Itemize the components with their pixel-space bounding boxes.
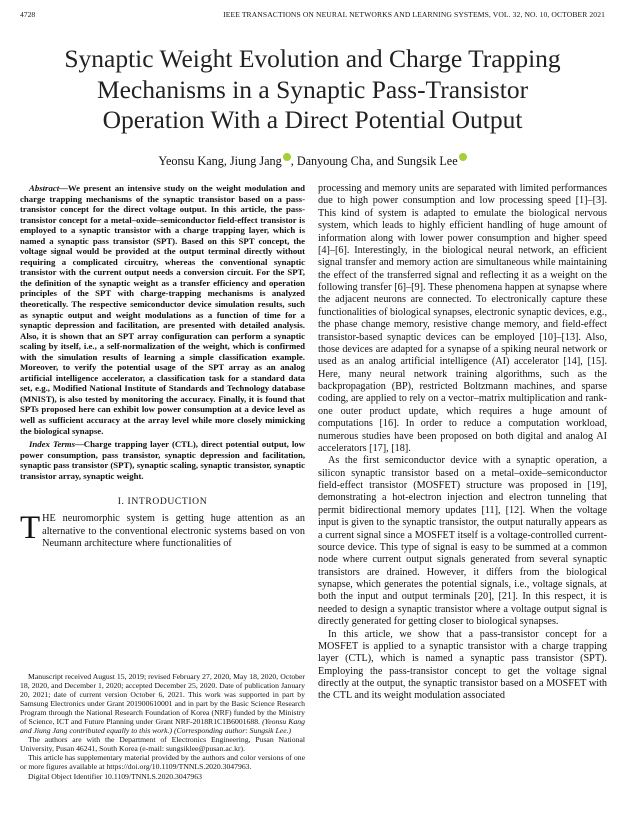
authors-part-2: , Danyoung Cha, and Sungsik Lee [290,154,458,169]
body-paragraph-3: In this article, we show that a pass-transistor concept for a MOSFET is applied to a synaptic transistor with a charge trapping layer (CTL), which is named a synaptic pass transistor (SPT). Employing the pass-transistor concept to get the voltage signal directly at the output, the synaptic transistor based on a MOSFET with the CTL and its weight modulation associated [318,628,607,702]
intro-paragraph [20,510,305,551]
footnote-supplementary: This article has supplementary material provided by the authors and color versions of one or more figures available at https://doi.org/10.1109/TNNLS.2020.3047963. [20,753,305,772]
title-line: Synaptic Weight Evolution and Charge Trapping [64,44,561,73]
paper-title [20,44,605,136]
body-paragraph-1: processing and memory units are separated with limited performances due to high power consumption and low processing speed [1]–[3]. This kind of system is adapted to emulate the biological nervous system, which leads to highly efficient handling of huge amount of information along with lower power consumption and higher speed [4]–[6]. Interestingly, in the biological neural network, an efficient signal transfer and memory action are simultaneous while maintaining the effect of the transferred signal and reflecting it as a weight on the following transfer [6]–[9]. These phenomena happen at synapse where the adjacent neurons are connected. To electronically capture these functionalities of biological synapses, electronic synaptic devices, e.g., the phase change memory, resistive change memory, and field-effect transistor-based synaptic devices can be employed [10]–[13]. Also, those devices are adapted for a synapse of a spiking neural network or used as an analog artificial intelligence (AI) accelerator [14], [15]. Here, many neural network training algorithms, such as the backpropagation (BP), restricted Boltzmann machines, and sparse coding, are applied to rely on a vector–matrix multiplication and rank-one outer product update, which requires a huge amount of computations [16]. In order to reduce a computation workload, numerous studies have been proposed on both digital and analog AI accelerators [17], [18]. [318,183,607,454]
index-terms-text: Charge trapping layer (CTL), direct potential output, low power consumption, pass transistor, synaptic depression and facilitation, synaptic pass transistor (SPT), synaptic scaling, synaptic transistor, synaptic transistor array, synaptic weight. [20,439,306,481]
abstract-label: Abstract [29,183,60,193]
footnote-contrib: (Yeonsu Kang and Jiung Jang contributed equally to this work.) (Corresponding author: Sungsik Lee.) [20,717,305,736]
running-header [20,10,605,22]
right-column [318,183,607,703]
abstract-text: We present an intensive study on the weight modulation and charge trapping mechanisms of the synaptic transistor based on a pass-transistor concept for the direct voltage output. In this article, the pass-transistor concept for a metal–oxide–semiconductor field-effect transistor is employed to a synaptic transistor with a charge trapping layer, which is named a synaptic pass transistor (SPT). Based on this SPT concept, the voltage signal would be provided at the output terminal directly without requiring a complicated circuitry, whereas the conventional synaptic transistor with the current output needs a conversion circuit. For the SPT, the definition of the synaptic weight as a transfer efficiency and operation principles of the SPT with charge-trapping mechanisms is analyzed theoretically. The respective semiconductor device simulation results, such as synaptic output and weight modulations as a function of time for a synaptic depression and facilitation, are presented with detailed analysis. Also, it is shown that an SPT array configuration can perform a synaptic scaling by itself, i.e., a self-normalization of the weight, which is confirmed with the simulation results of learning a simple classification example. Moreover, to verify the potential usage of the SPT array as an analog artificial intelligence accelerator, a classification task for a standard data set, e.g., Modified National Institute of Standards and Technology database (MNIST), is also tested by monitoring the accuracy. Finally, it is found that SPTs proposed here can exhibit low power consumption at a device level as well as sufficient accuracy at the array level while more closely mimicking the biological synapse. [20,183,305,436]
index-terms-label: Index Terms [29,439,75,450]
drop-cap: T [20,510,41,547]
left-column [20,183,305,551]
title-line: Operation With a Direct Potential Output [102,105,523,134]
intro-text: HE neuromorphic system is getting huge attention as an alternative to the conventional electronic systems based on von Neumann architecture where functionalities of [42,513,305,550]
orcid-icon[interactable] [283,153,291,161]
section-heading: I. INTRODUCTION [117,496,208,508]
author-list [20,152,605,169]
footnotes [20,672,305,781]
orcid-icon[interactable] [459,153,467,161]
abstract: Abstract—We present an intensive study on the weight modulation and charge trapping mechanisms of the synaptic transistor based on a pass-transistor concept for the direct voltage output. In this article, the pass-transistor concept for a metal–oxide–semiconductor field-effect transistor is employed to a synaptic transistor with a charge trapping layer, which is named a synaptic pass transistor (SPT). Based on this SPT concept, the voltage signal would be provided at the output terminal directly without requiring a complicated circuitry, whereas the conventional synaptic transistor with the current output needs a conversion circuit. For the SPT, the definition of the synaptic weight as a transfer efficiency and operation principles of the SPT with charge-trapping mechanisms is analyzed theoretically. The respective semiconductor device simulation results, such as synaptic output and weight modulations as a function of time for a synaptic depression and facilitation, are presented with detailed analysis. Also, it is shown that an SPT array configuration can perform a synaptic scaling by itself, i.e., a self-normalization of the weight, which is confirmed with the simulation results of learning a simple classification example. Moreover, to verify the potential usage of the SPT array as an analog artificial intelligence accelerator, a classification task for a standard data set, e.g., Modified National Institute of Standards and Technology database (MNIST), is also tested by monitoring the accuracy. Finally, it is found that SPTs proposed here can exhibit low power consumption at a device level as well as sufficient accuracy at the array level while more closely mimicking the biological synapse. [20,183,305,436]
body-paragraph-2: As the first semiconductor device with a synaptic operation, a silicon synaptic transistor based on a metal–oxide–semiconductor field-effect transistor (MOSFET) structure was proposed in [19], demonstrating a hot-electron injection and electron tunneling that permit bidirectional memory updates [11], [12]. When the voltage input is given to the synaptic transistor, the output naturally appears as a current signal since a MOSFET itself is a voltage-controlled current-source device. This type of signal is easy to be summed at a common node where current output signals generated from several synaptic transistors are drained. However, it differs from the biological synapse, which generates the potential signals, i.e., voltage signals, at both the input and output terminals [20], [21]. In this respect, it is needed to design a synaptic transistor where a voltage output signal is directly generated for getting closer to biological synapses. [318,455,607,628]
footnote-affiliation: The authors are with the Department of Electronics Engineering, Pusan National University, Pusan 46241, South Korea (e-mail: sungsiklee@pusan.ac.kr). [20,735,305,754]
title-line: Mechanisms in a Synaptic Pass-Transistor [96,74,529,104]
footnote-received: Manuscript received August 15, 2019; revised February 27, 2020, May 18, 2020, October 18, 2020, and December 1, 2020; accepted December 25, 2020. Date of publication January 20, 2021; date of current version October 6, 2021. This work was supported in part by Samsung Electronics under Grant 201900610001 and in part by the Basic Science Research Program through the National Research Foundation of Korea (NRF) funded by the Ministry of Science, ICT and Future Planning under Grant NRF-2018R1C1B6001688. (Yeonsu Kang and Jiung Jang contributed equally to this work.) (Corresponding author: Sungsik Lee.) [20,672,305,736]
journal-name: IEEE TRANSACTIONS ON NEURAL NETWORKS AND LEARNING SYSTEMS, VOL. 32, NO. 10, OCTOBER 2021 [223,10,605,19]
index-terms: Index Terms—Charge trapping layer (CTL), direct potential output, low power consumption, pass transistor, synaptic depression and facilitation, synaptic pass transistor (SPT), synaptic scaling, synaptic transistor, synaptic transistor array, synaptic weight. [20,439,306,481]
page-number: 4728 [20,10,36,19]
authors-part-1: Yeonsu Kang, Jiung Jang [158,154,282,169]
footnote-doi: Digital Object Identifier 10.1109/TNNLS.2020.3047963 [28,771,202,781]
